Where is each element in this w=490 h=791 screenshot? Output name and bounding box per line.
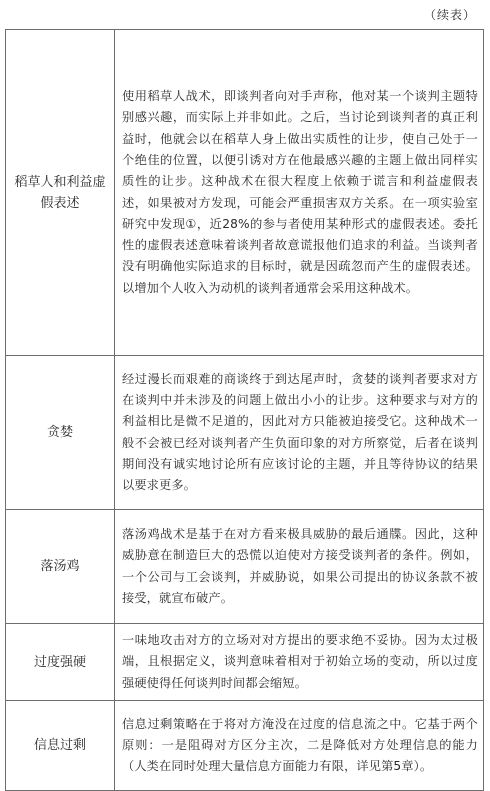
description-cell: 经过漫长而艰难的商谈终于到达尾声时，贪婪的谈判者要求对方在谈判中并未涉及的问题上做出小小的让步。这种要求与对方的利益相比是微不足道的，因此对方只能被迫接受它。这种战术一般不会被已经对谈判者产生负面印象的对方所察觉，后者在谈判期间没有诚实地讨论所有应该讨论的主题，并且等待协议的结果以要求更多。 [115, 356, 484, 510]
description-cell: 使用稻草人战术，即谈判者向对手声称，他对某一个谈判主题特别感兴趣，而实际上并非如此。之后，当讨论到谈判者的真正利益时，他就会以在稻草人身上做出实质性的让步，使自己处于一个绝佳的位置，以便引诱对方在他最感兴趣的主题上做出同样实质性的让步。这种战术在很大程度上依赖于谎言和利益虚假表述，如果被对方发现，可能会严重损害双方关系。在一项实验室研究中发现①，近28%的参与者使用某种形式的虚假表述。委托性的虚假表述意味着谈判者故意谎报他们追求的利益。当谈判者没有明确他实际追求的目标时，就是因疏忽而产生的虚假表述。以增加个人收入为动机的谈判者通常会采用这种战术。 [115, 30, 484, 356]
description-cell: 一味地攻击对方的立场对对方提出的要求绝不妥协。因为太过极端，且根据定义，谈判意味着相对于初始立场的变动，所以过度强硬使得任何谈判时间都会缩短。 [115, 624, 484, 701]
term-cell: 稻草人和利益虚假表述 [6, 30, 115, 356]
description-cell: 信息过剩策略在于将对方淹没在过度的信息流之中。它基于两个原则：一是阻碍对方区分主次，二是降低对方处理信息的能力（人类在同时处理大量信息方面能力有限，详见第5章）。 [115, 701, 484, 791]
table-row [6, 624, 484, 701]
table-row [6, 701, 484, 791]
term-cell: 过度强硬 [6, 624, 115, 701]
description-cell: 落汤鸡战术是基于在对方看来极具威胁的最后通牒。因此，这种威胁意在制造巨大的恐慌以迫使对方接受谈判者的条件。例如，一个公司与工会谈判，并威胁说，如果公司提出的协议条款不被接受，就宣布破产。 [115, 510, 484, 624]
term-cell: 落汤鸡 [6, 510, 115, 624]
term-cell: 贪婪 [6, 356, 115, 510]
term-cell: 信息过剩 [6, 701, 115, 791]
tactics-table [5, 29, 484, 791]
table-row [6, 510, 484, 624]
continued-label: （续表） [423, 8, 476, 22]
table-row [6, 30, 484, 356]
table-row [6, 356, 484, 510]
